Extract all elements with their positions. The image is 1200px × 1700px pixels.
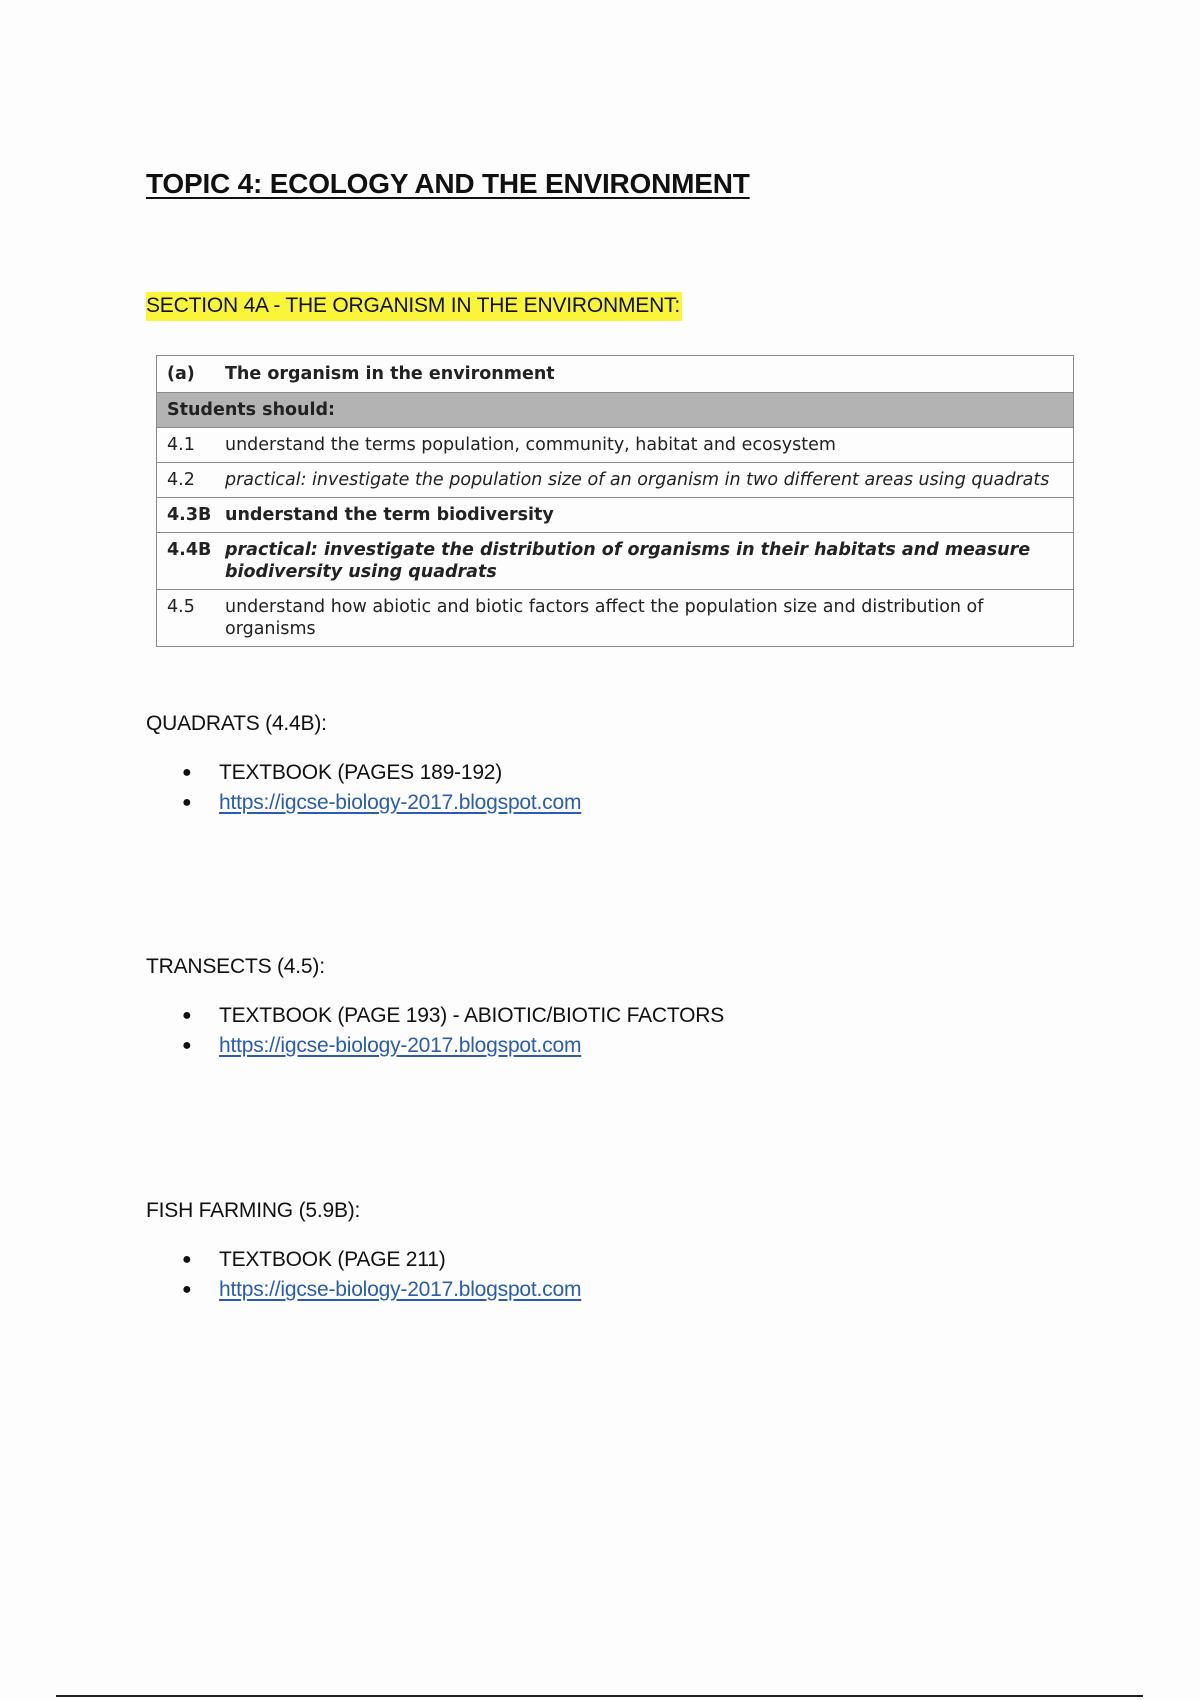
list-item[interactable] <box>182 788 581 818</box>
list-item-text: TEXTBOOK (PAGE 193) - ABIOTIC/BIOTIC FACTORS <box>219 1004 725 1027</box>
list-item-text: TEXTBOOK (PAGES 189-192) <box>219 761 503 784</box>
group-heading: TRANSECTS (4.5): <box>146 955 325 978</box>
list-item-text: TEXTBOOK (PAGE 211) <box>219 1248 446 1271</box>
spec-row <box>157 533 1074 590</box>
resource-list <box>146 758 581 818</box>
spec-row-text: practical: investigate the distribution of organisms in their habitats and measure biodiversity using quadrats <box>215 533 1074 590</box>
spec-row <box>157 498 1074 533</box>
spec-table-subheader-row <box>157 393 1074 428</box>
blog-link[interactable]: https://igcse-biology-2017.blogspot.com <box>219 1278 582 1301</box>
list-item <box>182 1245 581 1275</box>
resource-group-fish-farming <box>146 1199 581 1305</box>
group-heading: FISH FARMING (5.9B): <box>146 1199 361 1222</box>
list-item <box>182 1001 724 1031</box>
spec-row-text: understand the terms population, community, habitat and ecosystem <box>215 428 1074 463</box>
spec-table <box>156 355 1074 647</box>
blog-link[interactable]: https://igcse-biology-2017.blogspot.com <box>219 791 582 814</box>
bullet-icon: ● <box>182 764 192 781</box>
list-item[interactable] <box>182 1275 581 1305</box>
spec-header-text: The organism in the environment <box>215 356 1074 393</box>
page-title: TOPIC 4: ECOLOGY AND THE ENVIRONMENT <box>146 168 750 199</box>
blog-link[interactable]: https://igcse-biology-2017.blogspot.com <box>219 1034 582 1057</box>
resource-list <box>146 1001 724 1061</box>
spec-row <box>157 590 1074 647</box>
list-item[interactable] <box>182 1031 724 1061</box>
spec-row-text: understand the term biodiversity <box>215 498 1074 533</box>
spec-row-text: practical: investigate the population size of an organism in two different areas using quadrats <box>215 463 1074 498</box>
list-item <box>182 758 581 788</box>
section-heading: SECTION 4A - THE ORGANISM IN THE ENVIRONMENT: <box>146 292 682 321</box>
spec-row-code: 4.3B <box>157 498 216 533</box>
bullet-icon: ● <box>182 794 192 811</box>
footer-divider <box>56 1695 1143 1697</box>
spec-row <box>157 428 1074 463</box>
resource-group-transects <box>146 955 724 1061</box>
bullet-icon: ● <box>182 1251 192 1268</box>
spec-row-code: 4.4B <box>157 533 216 590</box>
bullet-icon: ● <box>182 1007 192 1024</box>
spec-row-code: 4.2 <box>157 463 216 498</box>
group-heading: QUADRATS (4.4B): <box>146 712 327 735</box>
spec-row-code: 4.5 <box>157 590 216 647</box>
spec-subheader: Students should: <box>157 393 1074 428</box>
spec-row-code: 4.1 <box>157 428 216 463</box>
resource-list <box>146 1245 581 1305</box>
resource-group-quadrats <box>146 712 581 818</box>
spec-row <box>157 463 1074 498</box>
spec-row-text: understand how abiotic and biotic factors affect the population size and distribution of organisms <box>215 590 1074 647</box>
spec-header-code: (a) <box>157 356 216 393</box>
spec-table-header-row <box>157 356 1074 393</box>
bullet-icon: ● <box>182 1037 192 1054</box>
bullet-icon: ● <box>182 1281 192 1298</box>
